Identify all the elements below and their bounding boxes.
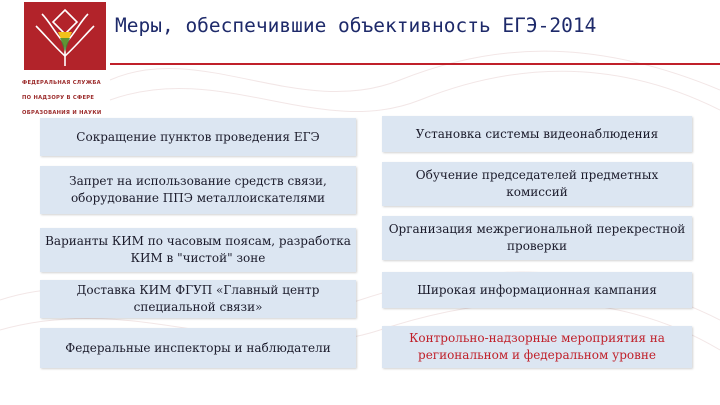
- measure-box-right: [382, 216, 692, 260]
- slide-title: Меры, обеспечившие объективность ЕГЭ-2014: [115, 14, 597, 37]
- measure-box-right: [382, 272, 692, 308]
- measure-text: Установка системы видеонаблюдения: [415, 126, 659, 141]
- measure-box-right: [382, 162, 692, 206]
- measure-text: Широкая информационная кампания: [417, 282, 657, 297]
- rosobrnadzor-emblem-icon: [24, 2, 106, 70]
- measure-box-left: [40, 228, 356, 272]
- measure-text: Контрольно-надзорные мероприятия на региональном и федеральном уровне: [409, 331, 665, 362]
- measure-text: Запрет на использование средств связи, оборудование ППЭ металлоискателями: [69, 174, 327, 205]
- agency-name: [22, 76, 122, 121]
- measure-box-right: [382, 116, 692, 152]
- measure-box-left: [40, 118, 356, 156]
- title-divider: [110, 63, 720, 65]
- agency-line: ОБРАЗОВАНИЯ И НАУКИ: [22, 110, 102, 116]
- measure-text: Федеральные инспекторы и наблюдатели: [65, 340, 331, 355]
- agency-line: ПО НАДЗОРУ В СФЕРЕ: [22, 95, 95, 101]
- measure-box-left: [40, 166, 356, 214]
- measure-text: Варианты КИМ по часовым поясам, разработка КИМ в "чистой" зоне: [45, 234, 351, 265]
- measure-text: Сокращение пунктов проведения ЕГЭ: [76, 129, 320, 144]
- measure-box-right-highlight: [382, 326, 692, 368]
- agency-line: ФЕДЕРАЛЬНАЯ СЛУЖБА: [22, 80, 101, 86]
- measure-text: Обучение председателей предметных комиссий: [415, 168, 659, 199]
- measure-text: Организация межрегиональной перекрестной проверки: [388, 222, 686, 253]
- measure-text: Доставка КИМ ФГУП «Главный центр специальной связи»: [76, 283, 320, 314]
- measure-box-left: [40, 280, 356, 318]
- measure-box-left: [40, 328, 356, 368]
